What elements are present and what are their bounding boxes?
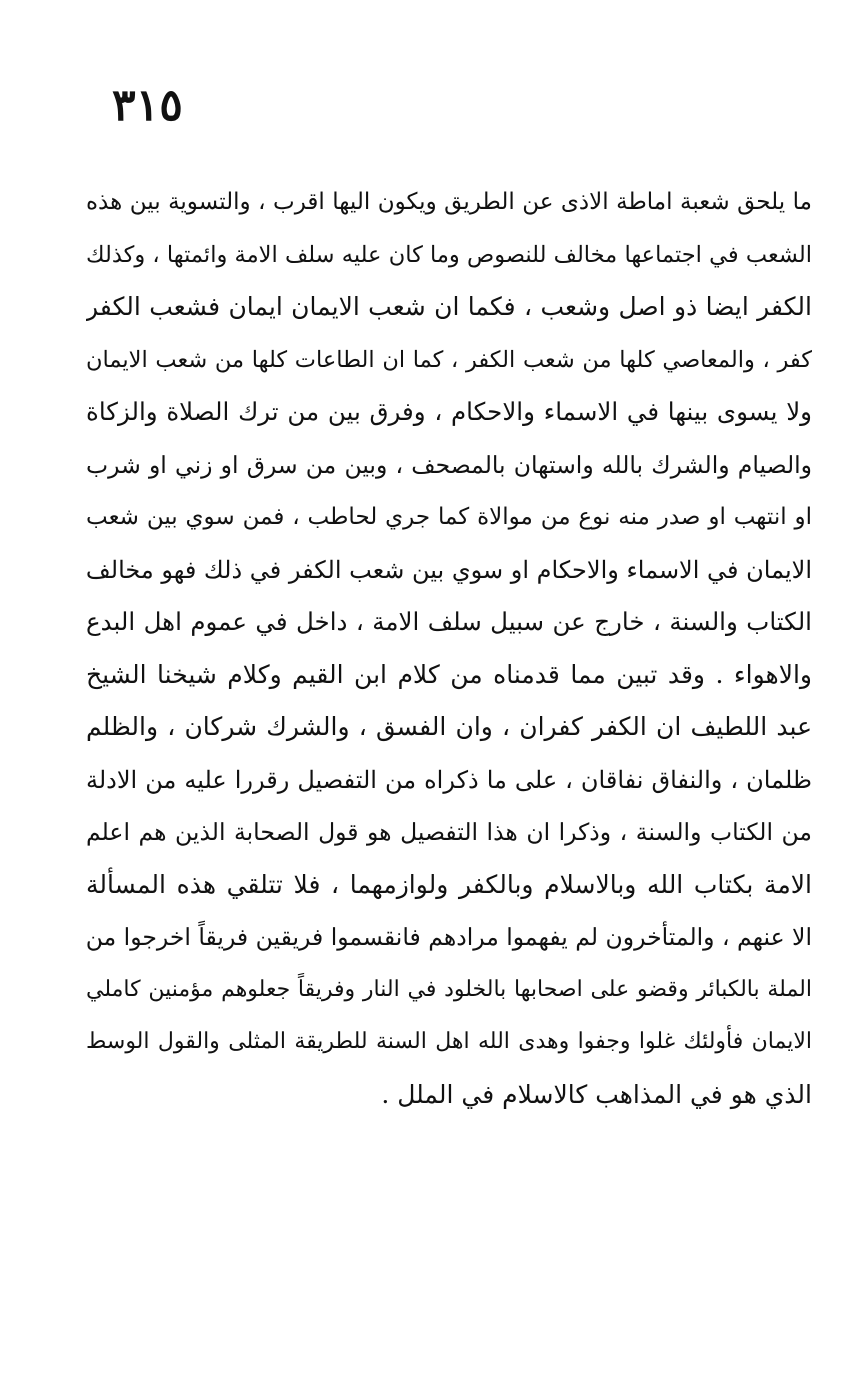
body-text [86, 182, 812, 1127]
text-line-10: والاهواء . وقد تبين مما قدمناه من كلام ابن القيم وكلام شيخنا الشيخ [86, 659, 812, 689]
text-line-16: الملة بالكبائر وقضو على اصحابها بالخلود في النار وفريقاً جعلوهم مؤمنين كاملي [86, 976, 812, 1002]
text-line-2: الشعب في اجتماعها مخالف للنصوص وما كان عليه سلف الامة وائمتها ، وكذلك [86, 241, 812, 268]
text-line-12: ظلمان ، والنفاق نفاقان ، على ما ذكراه من التفصيل رقررا عليه من الادلة [86, 765, 812, 794]
text-line-11: عبد اللطيف ان الكفر كفران ، وان الفسق ، والشرك شركان ، والظلم [86, 712, 812, 741]
text-line-5: ولا يسوى بينها في الاسماء والاحكام ، وفرق بين من ترك الصلاة والزكاة [86, 397, 812, 426]
text-line-4: كفر ، والمعاصي كلها من شعب الكفر ، كما ان الطاعات كلها من شعب الايمان [86, 346, 812, 373]
text-line-14: الامة بكتاب الله وبالاسلام وبالكفر ولوازمهما ، فلا تتلقي هذه المسألة [86, 869, 812, 899]
text-line-13: من الكتاب والسنة ، وذكرا ان هذا التفصيل هو قول الصحابة الذين هم اعلم [86, 818, 812, 846]
text-line-3: الكفر ايضا ذو اصل وشعب ، فكما ان شعب الايمان ايمان فشعب الكفر [86, 292, 812, 321]
page-number: ٣١٥ [112, 80, 183, 131]
text-line-17: الايمان فأولئك غلوا وجفوا وهدى الله اهل السنة للطريقة المثلى والقول الوسط [86, 1029, 812, 1054]
text-line-7: او انتهب او صدر منه نوع من موالاة كما جري لحاطب ، فمن سوي بين شعب [86, 504, 812, 530]
text-line-15: الا عنهم ، والمتأخرون لم يفهموا مرادهم فانقسموا فريقين فريقاً اخرجوا من [86, 923, 812, 951]
text-line-8: الايمان في الاسماء والاحكام او سوي بين شعب الكفر في ذلك فهو مخالف [86, 555, 812, 584]
text-line-1: ما يلحق شعبة اماطة الاذى عن الطريق ويكون اليها اقرب ، والتسوية بين هذه [86, 189, 812, 215]
text-line-9: الكتاب والسنة ، خارج عن سبيل سلف الامة ، داخل في عموم اهل البدع [86, 607, 812, 636]
text-line-6: والصيام والشرك بالله واستهان بالمصحف ، وبين من سرق او زني او شرب [86, 450, 812, 479]
text-line-18: الذي هو في المذاهب كالاسلام في الملل . [381, 1079, 812, 1109]
